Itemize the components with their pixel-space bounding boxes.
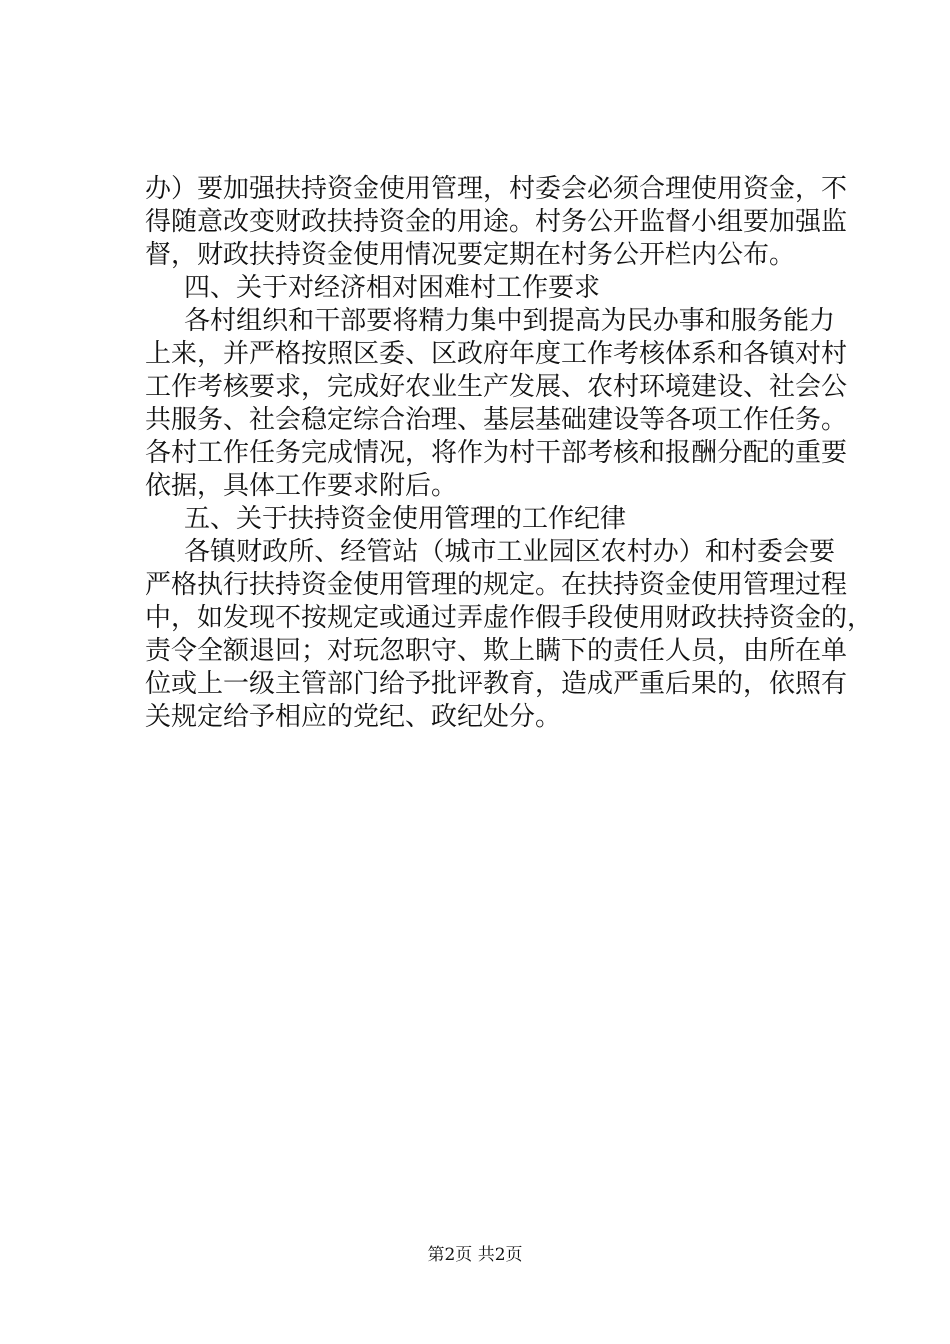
paragraph-line: 共服务、社会稳定综合治理、基层基础建设等各项工作任务。: [145, 405, 848, 435]
paragraph-line: 督，财政扶持资金使用情况要定期在村务公开栏内公布。: [145, 240, 796, 270]
paragraph-line: 各村组织和干部要将精力集中到提高为民办事和服务能力: [184, 306, 835, 336]
paragraph-line: 责令全额退回；对玩忽职守、欺上瞒下的责任人员，由所在单: [145, 636, 848, 666]
section-heading-5: 五、关于扶持资金使用管理的工作纪律: [184, 504, 627, 534]
document-body: [145, 173, 874, 734]
paragraph-line: 各村工作任务完成情况，将作为村干部考核和报酬分配的重要: [145, 438, 848, 468]
paragraph-line: 关规定给予相应的党纪、政纪处分。: [145, 702, 562, 732]
paragraph-line: 中，如发现不按规定或通过弄虚作假手段使用财政扶持资金的，: [145, 603, 874, 633]
paragraph-line: 办）要加强扶持资金使用管理，村委会必须合理使用资金，不: [145, 174, 848, 204]
paragraph-line: 得随意改变财政扶持资金的用途。村务公开监督小组要加强监: [145, 207, 848, 237]
paragraph-line: 上来，并严格按照区委、区政府年度工作考核体系和各镇对村: [145, 339, 848, 369]
section-heading-4: 四、关于对经济相对困难村工作要求: [184, 273, 601, 303]
paragraph-line: 严格执行扶持资金使用管理的规定。在扶持资金使用管理过程: [145, 570, 848, 600]
page-number-footer: 第2页 共2页: [427, 1245, 523, 1265]
paragraph-line: 位或上一级主管部门给予批评教育，造成严重后果的，依照有: [145, 669, 848, 699]
paragraph-line: 依据，具体工作要求附后。: [145, 471, 458, 501]
paragraph-line: 工作考核要求，完成好农业生产发展、农村环境建设、社会公: [145, 372, 848, 402]
paragraph-line: 各镇财政所、经管站（城市工业园区农村办）和村委会要: [184, 537, 835, 567]
